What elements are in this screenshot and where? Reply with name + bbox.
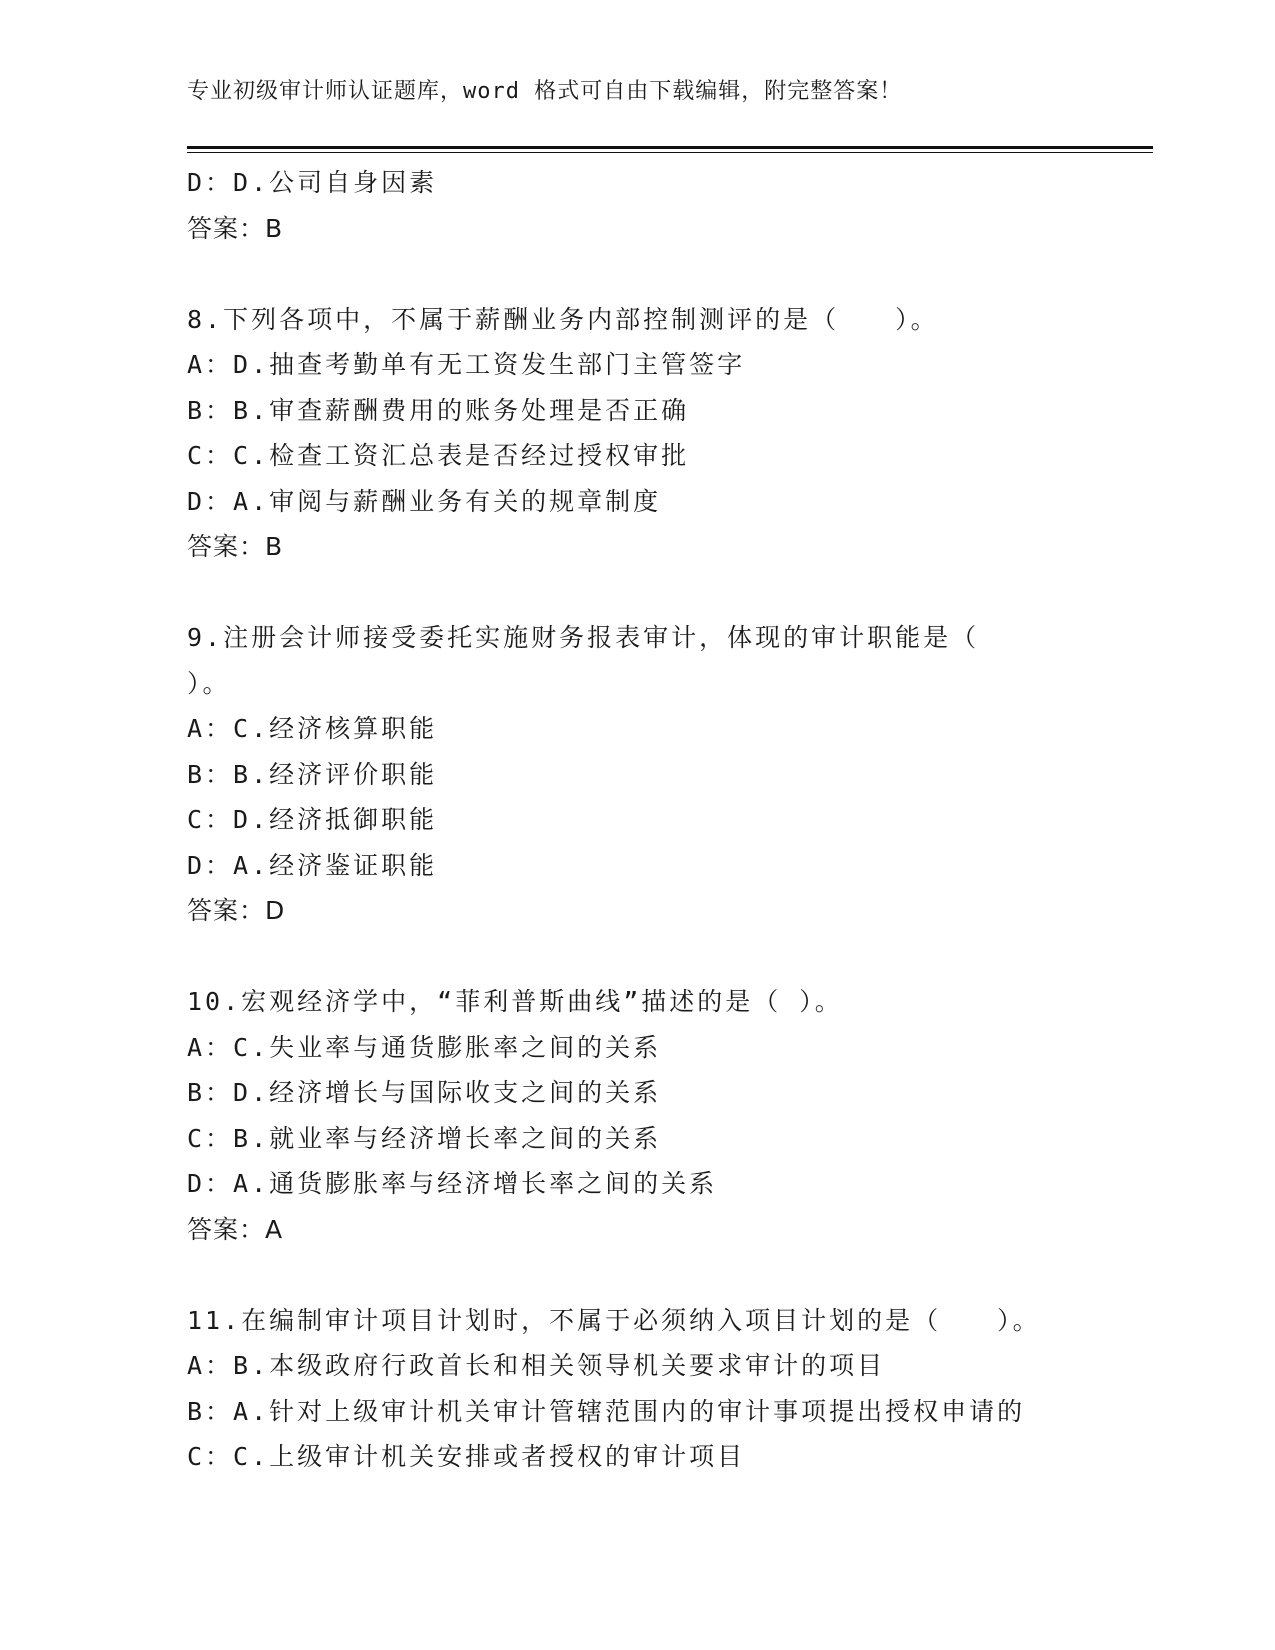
question-block [187,615,1127,934]
answer-line: 答案：D [187,896,286,925]
option-line: C：B.就业率与经济增长率之间的关系 [187,1123,662,1153]
question-block [187,1298,1127,1480]
option-line: B：D.经济增长与国际收支之间的关系 [187,1078,662,1107]
question-list [187,160,1127,1480]
option-line: D：A.审阅与薪酬业务有关的规章制度 [187,486,662,516]
answer-line: 答案：A [187,1214,284,1244]
header-rule-thick [187,146,1153,149]
option-line: D：A.通货膨胀率与经济增长率之间的关系 [187,1169,718,1198]
option-line: C：C.上级审计机关安排或者授权的审计项目 [187,1442,746,1471]
question-block [187,297,1127,570]
option-line: A：C.失业率与通货膨胀率之间的关系 [187,1032,662,1062]
question-stem: 8.下列各项中，不属于薪酬业务内部控制测评的是（ ）。 [187,304,939,334]
option-line: B：B.经济评价职能 [187,759,438,789]
question-block [187,979,1127,1252]
page-header: 专业初级审计师认证题库，word 格式可自由下载编辑，附完整答案！ [187,79,903,104]
option-line: B：A.针对上级审计机关审计管辖范围内的审计事项提出授权申请的 [187,1396,1026,1426]
question-stem: 9.注册会计师接受委托实施财务报表审计，体现的审计职能是（ [187,623,980,652]
answer-line: 答案：B [187,213,284,243]
answer-line: 答案：B [187,532,284,561]
option-line: A：D.抽查考勤单有无工资发生部门主管签字 [187,350,746,379]
question-stem: 11.在编制审计项目计划时，不属于必须纳入项目计划的是（ ）。 [187,1305,1041,1335]
option-line: D：D.公司自身因素 [187,168,438,197]
option-line: C：D.经济抵御职能 [187,805,438,834]
question-stem: 10.宏观经济学中，“菲利普斯曲线”描述的是（ ）。 [187,987,843,1016]
option-line: B：B.审查薪酬费用的账务处理是否正确 [187,395,690,425]
option-line: A：C.经济核算职能 [187,714,438,743]
option-line: C：C.检查工资汇总表是否经过授权审批 [187,441,690,470]
header-rule-thin [187,152,1153,153]
question-stem-continued: ）。 [187,668,231,698]
option-line: D：A.经济鉴证职能 [187,850,438,880]
option-line: A：B.本级政府行政首长和相关领导机关要求审计的项目 [187,1351,886,1380]
